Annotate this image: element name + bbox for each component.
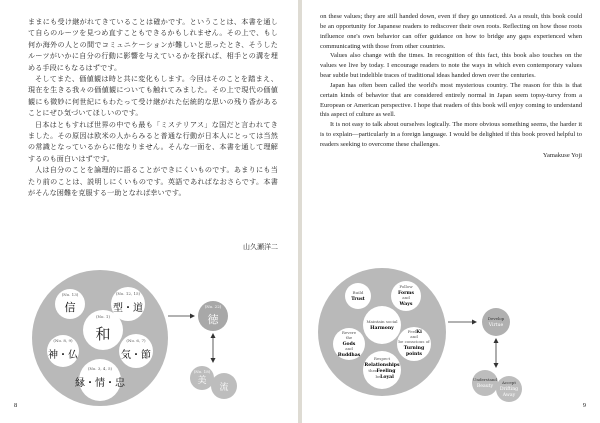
- english-text: [320, 12, 582, 161]
- center-node-en-line2: Harmony: [370, 326, 394, 331]
- node-trust-line1: Build: [352, 290, 364, 295]
- node-rel-line3: then: [368, 368, 378, 373]
- node-drifting-line1: Accept: [502, 380, 516, 385]
- node-ryu-text: 流: [219, 383, 229, 393]
- page-number-right: 9: [582, 402, 586, 409]
- node-trust: [345, 283, 371, 309]
- author-signature-en: Yamakuse Yoji: [542, 151, 582, 159]
- node-kata-michi-label: (No. 12, 15): [115, 291, 141, 296]
- node-toku-text: 徳: [207, 313, 219, 326]
- node-rel-line4: Feeling: [376, 369, 396, 374]
- node-kata-michi-text: 型・道: [113, 303, 143, 314]
- node-drifting-line2: Drifting: [499, 387, 519, 392]
- node-ki-line1: Feel: [407, 329, 417, 334]
- en-paragraph-2: Values also change with the times. In recognition of this fact, this book also touches on the values we live by today. I encourage readers to note the ways in which even contemporary values bear subtle but indelible traces of traditional ideas handed down over the centuries.: [320, 52, 582, 80]
- node-rel-line2: Relationships: [364, 363, 400, 368]
- node-trust-line2: Trust: [351, 297, 365, 302]
- node-forms-ways-line3: and: [402, 295, 410, 300]
- node-ki-setsu-text: 気・節: [121, 350, 151, 361]
- author-signature-jp: 山久瀬洋二: [243, 243, 278, 251]
- en-paragraph-4: It is not easy to talk about ourselves logically. The more obvious something seems, the harder it is to explain—particularly in a foreign language. I would be delighted if this book proved helpful to readers seeking to overcome these challenges.: [320, 121, 582, 148]
- node-ki-line6: points: [405, 352, 423, 357]
- node-gods-line1: Revere: [341, 330, 357, 335]
- node-kami-hotoke-label: (No. 8, 9): [53, 338, 73, 343]
- node-virtue-line2: Virtue: [488, 323, 504, 328]
- node-en-jo-chu-label: (No. 3, 4, 5): [87, 366, 113, 371]
- node-kami-hotoke-text: 神・仏: [48, 350, 78, 361]
- jp-paragraph-1: ままにも受け継がれてきていることは確かです。ということは、本書を通して自らのルーツを見つめ直すこともできるかもしれません。その上で、もし何か海外の人との間でコミュニケーションが難しいと思ったとき、そうしたルーツがいかに自分の行動に影響を与えているかを探れば、相手との溝を埋める手段にもなるはずです。: [28, 17, 278, 72]
- node-virtue: [482, 308, 510, 336]
- double-arrow-en-up: [494, 338, 499, 343]
- node-shin-label: (No. 13): [61, 292, 79, 297]
- left-page: [0, 0, 298, 423]
- node-rel-line5: be: [375, 374, 381, 379]
- node-shin-text: 信: [64, 301, 76, 314]
- node-rel-line6: Loyal: [380, 375, 394, 380]
- node-bi-text: 美: [197, 376, 207, 386]
- center-node-label: (No. 1): [95, 314, 111, 319]
- center-node-en-line1: Maintain social: [366, 319, 398, 324]
- node-toku-label: (No. 22): [204, 304, 222, 309]
- node-gods-line2: the: [345, 335, 353, 340]
- right-page: [302, 0, 600, 423]
- jp-paragraph-3: 日本はともすれば世界の中でも最も「ミステリアス」な国だと言われてきました。その原因は欧米の人からみると普通な行動が日本人にとっては当然の常識となっているからに他なりません。そんな一面を、本書を通して理解するのも面白いはずです。: [28, 119, 278, 163]
- double-arrow-down: [211, 358, 216, 363]
- node-beauty: [472, 370, 498, 396]
- double-arrow-en-down: [494, 363, 499, 368]
- node-beauty-line1: Understand: [473, 377, 497, 382]
- node-gods-line5: Buddhas: [337, 353, 361, 358]
- node-ki-setsu-label: (No. 6, 7): [126, 338, 146, 343]
- japanese-text: [28, 16, 278, 199]
- node-gods-line3: Gods: [342, 342, 356, 347]
- node-ki-line3: and: [410, 334, 418, 339]
- page-number-left: 8: [14, 402, 18, 409]
- double-arrow-up: [211, 333, 216, 338]
- node-ki-line2: Ki: [416, 330, 422, 335]
- node-rel-line1: Respect: [373, 356, 391, 361]
- center-node-en: [363, 306, 401, 344]
- node-forms-ways-line1: Follow: [399, 284, 413, 289]
- arrow-head-virtue-en: [472, 320, 477, 325]
- node-gods-line4: and: [345, 346, 353, 351]
- en-paragraph-3: Japan has often been called the world's most mysterious country. The reason for this is that certain kinds of behavior that are considered entirely normal in Japan seem topsy-turvy from a European or American perspective. I hope that readers of this book will enjoy coming to understand this aspect of culture as well.: [320, 81, 582, 119]
- node-en-jo-chu-text: 縁・情・忠: [75, 378, 125, 389]
- node-forms-ways-line2: Forms: [398, 291, 414, 296]
- arrow-head-virtue: [190, 314, 195, 319]
- node-beauty-line2: Beauty: [476, 384, 494, 389]
- center-node-text: 和: [95, 325, 111, 343]
- node-forms-ways-line4: Ways: [399, 302, 413, 307]
- values-diagram-jp: [0, 268, 298, 418]
- values-diagram-en: [302, 262, 600, 412]
- jp-paragraph-2: そしてまた、価値観は時と共に変化もします。今回はそのことを踏まえ、現在を生きる我々の価値観についても触れてみました。その上で現代の価値観にも微妙に何世紀にもわたって受け継がれた伝統的な思いの残り香があることにぜひ気づいてほしいのです。: [28, 74, 278, 118]
- node-drifting-line3: Away: [502, 393, 516, 398]
- node-ki-line5: Turning: [403, 346, 425, 351]
- node-ki-line4: be conscious of: [398, 339, 430, 344]
- node-virtue-line1: Develop: [487, 316, 505, 321]
- jp-paragraph-4: 人は自分のことを論理的に語ることができにくいものです。あまりにも当たり前のことは、説明しにくいものです。英語であればなおさらです。本書がそんな困難を克服する一助となれば幸いです。: [28, 165, 278, 198]
- node-bi-ryu-label: (No. 18): [193, 369, 211, 374]
- en-paragraph-1: on these values; they are still handed down, even if they go unnoticed. As a result, this book could be an opportunity for Japanese readers to rediscover their own roots. Reflecting on how those roots influence one's own behavior can offer guidance on how to bridge any gaps experienced when communicating with those from other countries.: [320, 13, 582, 50]
